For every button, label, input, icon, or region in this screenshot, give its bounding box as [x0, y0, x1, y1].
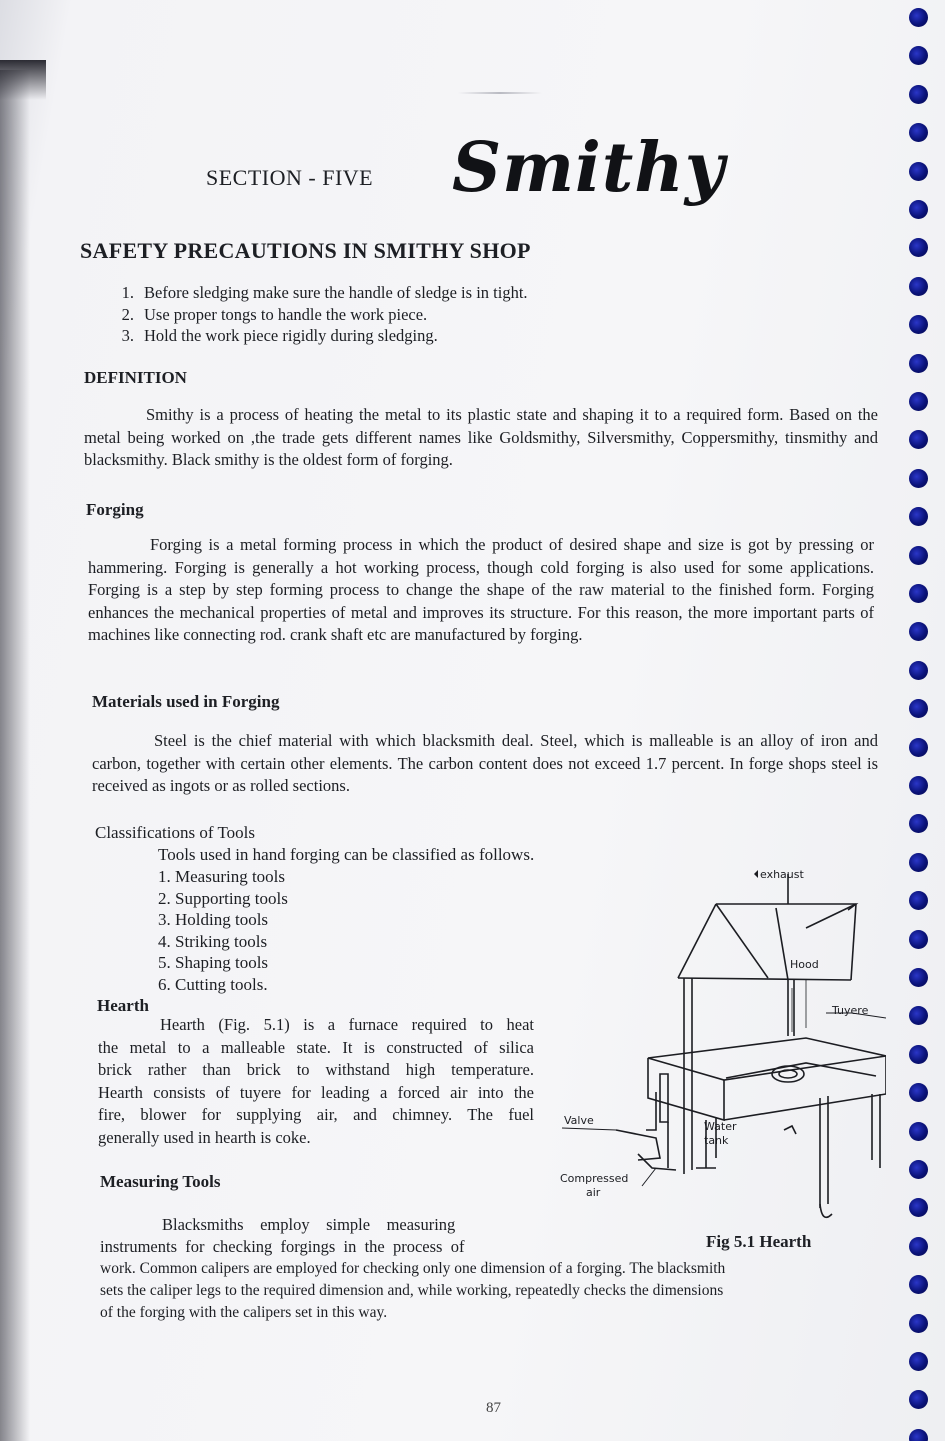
- spiral-ring: [909, 277, 928, 296]
- hearth-paragraph: Hearth (Fig. 5.1) is a furnace required to heat the metal to a malleable state. It is constructed of silica brick rather than brick to withstand high temperature. Hearth consists of tuyere for leading a forced air into the fire, blower for supplying air, and chimney. The fuel generally used in hearth is coke.: [98, 1015, 534, 1147]
- page-number: 87: [486, 1400, 501, 1416]
- spiral-ring: [909, 1045, 928, 1064]
- label-hood: Hood: [790, 958, 819, 971]
- spiral-ring: [909, 1237, 928, 1256]
- list-item: 4. Striking tools: [158, 931, 268, 951]
- section-label: SECTION - FIVE: [206, 165, 374, 190]
- pencil-mark: [458, 92, 542, 94]
- definition-heading: DEFINITION: [84, 368, 187, 387]
- measuring-paragraph-rest: work. Common calipers are employed for checking only one dimension of a forging. The blacksmith sets the caliper legs to the required dimension and, while working, repeatedly checks the dimensions of the forging with the calipers set in this way.: [100, 1260, 726, 1321]
- spiral-ring: [909, 1006, 928, 1025]
- classification-heading: Classifications of Tools: [95, 823, 255, 842]
- label-compressed: Compressed: [560, 1172, 629, 1185]
- valve-leader: [562, 1128, 616, 1130]
- label-tuyere: Tuyere: [832, 1004, 869, 1017]
- label-air: air: [586, 1186, 601, 1199]
- spiral-binding: [905, 0, 931, 1441]
- chapter-title: Smithy: [452, 128, 726, 208]
- arrow-icon: [754, 870, 758, 878]
- spiral-ring: [909, 1390, 928, 1409]
- spiral-ring: [909, 1429, 928, 1441]
- tools-list: [158, 866, 288, 995]
- spiral-ring: [909, 622, 928, 641]
- spiral-ring: [909, 968, 928, 987]
- list-item: 2. Use proper tongs to handle the work piece.: [121, 304, 428, 324]
- list-item: 1. Before sledging make sure the handle of sledge is in tight.: [121, 283, 528, 302]
- spiral-ring: [909, 123, 928, 142]
- list-item: 6. Cutting tools.: [158, 974, 268, 994]
- measuring-paragraph-top: Blacksmiths employ simple measuring instruments for checking forgings in the process of: [100, 1215, 465, 1256]
- spiral-ring: [909, 392, 928, 411]
- spiral-ring: [909, 1275, 928, 1294]
- spiral-ring: [909, 738, 928, 757]
- spiral-ring: [909, 1083, 928, 1102]
- spiral-ring: [909, 814, 928, 833]
- air-leader: [642, 1168, 656, 1186]
- forging-paragraph: Forging is a metal forming process in which the product of desired shape and size is got by pressing or hammering. Forging is generally a hot working process, though cold forging is also used for some applications. Forging is a step by step forming process to change the shape of the raw material to the finished form. Forging enhances the mechanical properties of metal and improves its structure. For this reason, the more important parts of machines like connecting rod. crank shaft etc are manufactured by forging.: [88, 535, 874, 644]
- label-tank: tank: [704, 1134, 729, 1147]
- measuring-heading: Measuring Tools: [100, 1172, 221, 1191]
- spiral-ring: [909, 546, 928, 565]
- spiral-ring: [909, 46, 928, 65]
- label-water: Water: [704, 1120, 737, 1133]
- spiral-ring: [909, 8, 928, 27]
- list-item: 3. Hold the work piece rigidly during sledging.: [121, 326, 438, 345]
- spiral-ring: [909, 162, 928, 181]
- spiral-ring: [909, 891, 928, 910]
- spiral-ring: [909, 315, 928, 334]
- spiral-ring: [909, 1122, 928, 1141]
- spiral-ring: [909, 1352, 928, 1371]
- spiral-ring: [909, 930, 928, 949]
- classification-intro: Tools used in hand forging can be classified as follows.: [158, 845, 535, 864]
- list-item: 1. Measuring tools: [158, 867, 286, 886]
- label-exhaust: exhaust: [760, 868, 804, 881]
- spiral-ring: [909, 200, 928, 219]
- page-edge-dark: [0, 60, 46, 100]
- spiral-ring: [909, 1160, 928, 1179]
- list-item: 5. Shaping tools: [158, 953, 269, 972]
- spiral-ring: [909, 661, 928, 680]
- hearth-heading: Hearth: [97, 996, 149, 1015]
- spiral-ring: [909, 238, 928, 257]
- list-item: 3. Holding tools: [158, 910, 269, 929]
- safety-heading: SAFETY PRECAUTIONS IN SMITHY SHOP: [80, 238, 531, 263]
- spiral-ring: [909, 776, 928, 795]
- list-item: 2. Supporting tools: [158, 888, 288, 908]
- figure-caption: Fig 5.1 Hearth: [706, 1232, 812, 1251]
- spiral-ring: [909, 430, 928, 449]
- spiral-ring: [909, 584, 928, 603]
- materials-paragraph: Steel is the chief material with which blacksmith deal. Steel, which is malleable is an alloy of iron and carbon, together with certain other elements. The carbon content does not exceed 1.7 percent. In forge shops steel is received as ingots or as rolled sections.: [92, 731, 878, 795]
- safety-list: [104, 282, 664, 347]
- materials-heading: Materials used in Forging: [92, 692, 280, 711]
- spiral-ring: [909, 1198, 928, 1217]
- spiral-ring: [909, 85, 928, 104]
- page-edge-shadow: [0, 70, 30, 1441]
- label-valve: Valve: [564, 1114, 594, 1127]
- spiral-ring: [909, 469, 928, 488]
- hearth-figure: [556, 868, 886, 1228]
- spiral-ring: [909, 853, 928, 872]
- spiral-ring: [909, 354, 928, 373]
- spiral-ring: [909, 1314, 928, 1333]
- forging-heading: Forging: [86, 500, 144, 519]
- spiral-ring: [909, 699, 928, 718]
- spiral-ring: [909, 507, 928, 526]
- definition-paragraph: Smithy is a process of heating the metal to its plastic state and shaping it to a required form. Based on the metal being worked on ,the trade gets different names like Goldsmithy, Silversmithy, Coppersmithy, tinsmithy and blacksmithy. Black smithy is the oldest form of forging.: [84, 405, 878, 469]
